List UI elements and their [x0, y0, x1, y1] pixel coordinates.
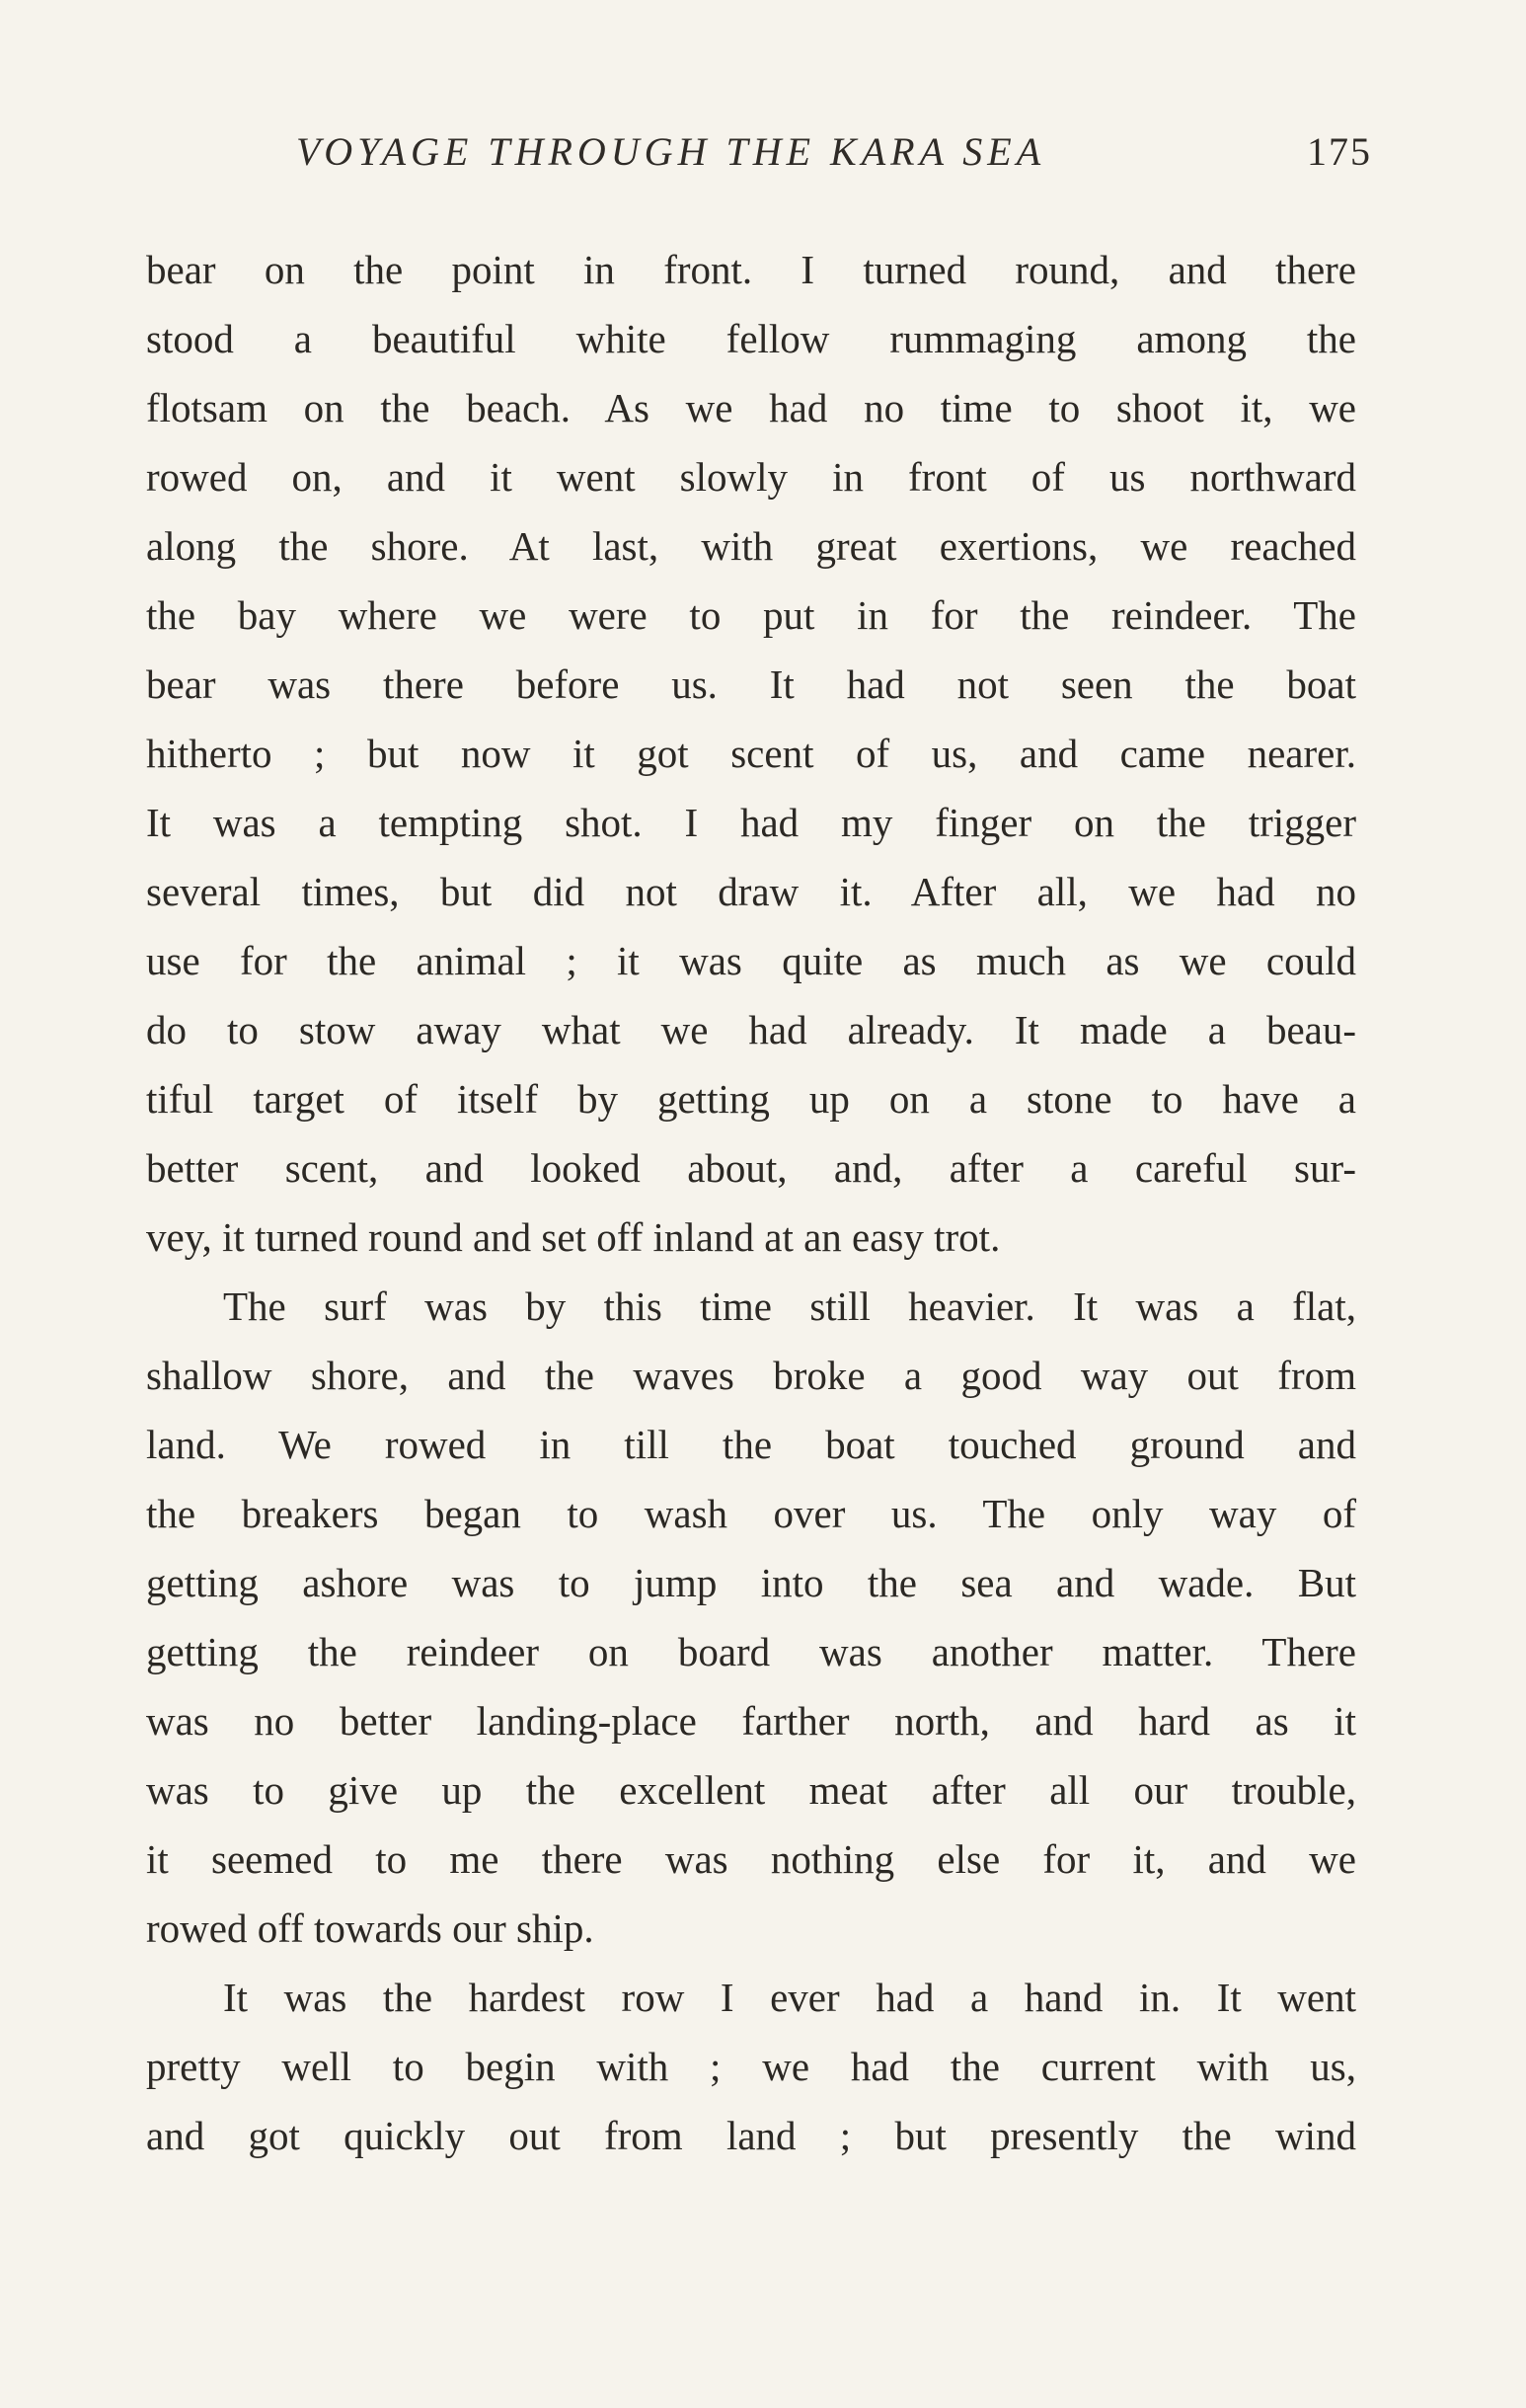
text-line: and got quickly out from land ; but presently the wind — [146, 2113, 1356, 2158]
text-line: use for the animal ; it was quite as much as we could — [146, 938, 1356, 983]
text-line: getting the reindeer on board was another matter. There — [146, 1629, 1356, 1674]
text-line: do to stow away what we had already. It made a beau- — [146, 1007, 1356, 1052]
paragraph — [146, 235, 1356, 1272]
paragraph — [146, 1272, 1356, 1963]
text-line: hitherto ; but now it got scent of us, and came nearer. — [146, 731, 1356, 776]
text-line: bear was there before us. It had not seen the boat — [146, 661, 1356, 707]
text-line: along the shore. At last, with great exertions, we reached — [146, 523, 1356, 569]
text-line: was no better landing-place farther north, and hard as it — [146, 1698, 1356, 1744]
text-line: The surf was by this time still heavier. It was a flat, — [223, 1283, 1356, 1329]
body-text — [146, 235, 1356, 2170]
text-line: rowed on, and it went slowly in front of us northward — [146, 454, 1356, 500]
text-line: the bay where we were to put in for the reindeer. The — [146, 592, 1356, 638]
text-line: stood a beautiful white fellow rummaging among the — [146, 316, 1356, 361]
text-line: several times, but did not draw it. After all, we had no — [146, 869, 1356, 914]
text-line: shallow shore, and the waves broke a good way out from — [146, 1353, 1356, 1398]
text-line: better scent, and looked about, and, after a careful sur- — [146, 1145, 1356, 1191]
text-line: flotsam on the beach. As we had no time to shoot it, we — [146, 385, 1356, 430]
text-line: It was the hardest row I ever had a hand in. It went — [223, 1975, 1356, 2020]
text-line: land. We rowed in till the boat touched ground and — [146, 1422, 1356, 1467]
text-line: It was a tempting shot. I had my finger on the trigger — [146, 800, 1356, 845]
text-line: the breakers began to wash over us. The only way of — [146, 1491, 1356, 1536]
page-header — [296, 128, 1372, 188]
text-line: rowed off towards our ship. — [146, 1905, 594, 1951]
text-line: vey, it turned round and set off inland at an easy trot. — [146, 1214, 1001, 1260]
text-line: bear on the point in front. I turned round, and there — [146, 247, 1356, 292]
text-line: it seemed to me there was nothing else for it, and we — [146, 1836, 1356, 1882]
text-line: getting ashore was to jump into the sea and wade. But — [146, 1560, 1356, 1605]
paragraph — [146, 1963, 1356, 2170]
text-line: pretty well to begin with ; we had the current with us, — [146, 2044, 1356, 2089]
running-title: VOYAGE THROUGH THE KARA SEA — [296, 129, 1046, 174]
text-line: was to give up the excellent meat after all our trouble, — [146, 1767, 1356, 1813]
text-line: tiful target of itself by getting up on a stone to have a — [146, 1076, 1356, 1122]
page-number: 175 — [1307, 129, 1372, 174]
